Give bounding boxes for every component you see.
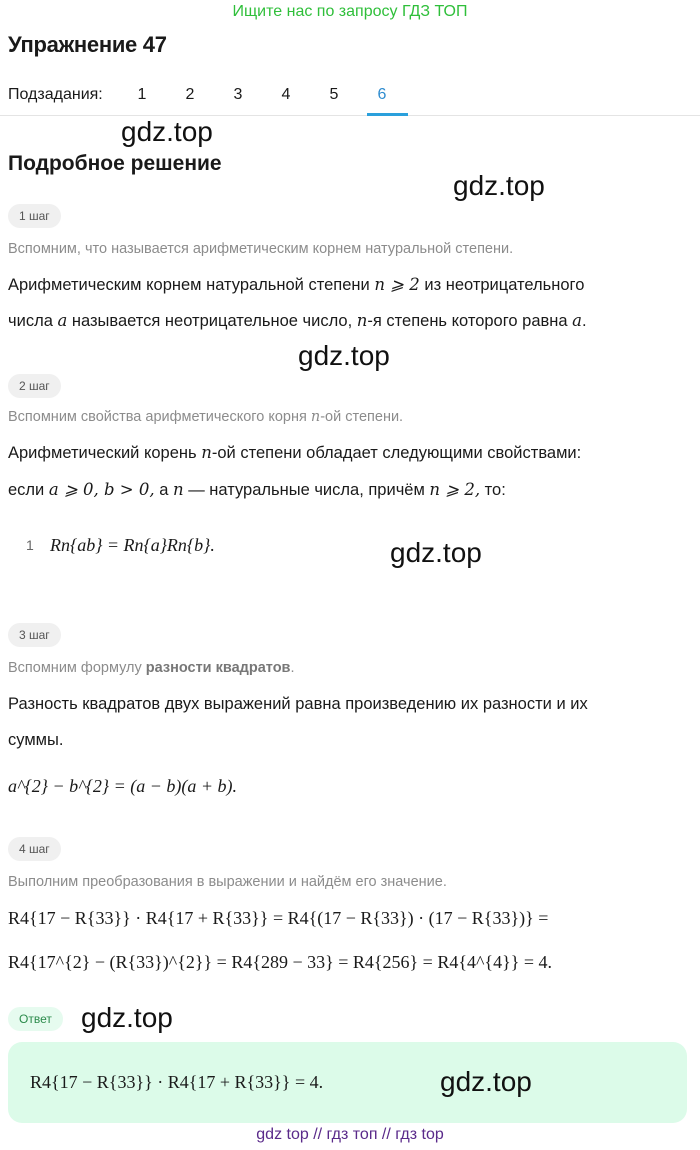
watermark: gdz.top bbox=[81, 1002, 173, 1033]
step-badge: 1 шаг bbox=[8, 204, 61, 228]
tab-1[interactable]: 1 bbox=[137, 86, 147, 103]
step-hint: Вспомним формулу разности квадратов. bbox=[8, 660, 295, 676]
formula: R4{17 − R{33}} · R4{17 + R{33}} = R4{(17 − R{33}) · (17 − R{33})} = bbox=[8, 908, 549, 928]
step-text: Арифметический корень n-ой степени обладает следующими свойствами: bbox=[8, 443, 582, 462]
watermark: gdz.top bbox=[453, 170, 545, 201]
answer-formula: R4{17 − R{33}} · R4{17 + R{33}} = 4. bbox=[30, 1072, 324, 1092]
tabs-divider bbox=[0, 115, 700, 116]
step-text: Разность квадратов двух выражений равна произведению их разности и их bbox=[8, 695, 588, 713]
subtasks-label: Подзадания: bbox=[8, 86, 103, 103]
answer-badge: Ответ bbox=[8, 1007, 63, 1031]
tab-3[interactable]: 3 bbox=[233, 86, 243, 103]
tab-4[interactable]: 4 bbox=[281, 86, 291, 103]
step-text: числа a называется неотрицательное число, n-я степень которого равна a. bbox=[8, 311, 587, 330]
step-text: суммы. bbox=[8, 731, 64, 749]
tab-2[interactable]: 2 bbox=[185, 86, 195, 103]
tab-6[interactable]: 6 bbox=[377, 86, 387, 103]
watermark: gdz.top bbox=[298, 340, 390, 371]
watermark: gdz.top bbox=[440, 1066, 532, 1097]
step-hint: Вспомним, что называется арифметическим корнем натуральной степени. bbox=[8, 241, 514, 257]
page-title: Упражнение 47 bbox=[8, 32, 167, 57]
watermark: gdz.top bbox=[121, 116, 213, 147]
step-hint: Выполним преобразования в выражении и найдём его значение. bbox=[8, 874, 447, 890]
list-number: 1 bbox=[26, 537, 34, 553]
step-badge: 2 шаг bbox=[8, 374, 61, 398]
step-hint: Вспомним свойства арифметического корня n-ой степени. bbox=[8, 409, 404, 425]
footer-links[interactable]: gdz top // гдз топ // гдз top bbox=[256, 1126, 444, 1143]
search-banner[interactable]: Ищите нас по запросу ГДЗ ТОП bbox=[232, 3, 468, 20]
step-text: Арифметическим корнем натуральной степени n ⩾ 2 из неотрицательного bbox=[8, 275, 585, 294]
watermark: gdz.top bbox=[390, 537, 482, 568]
step-text: если a ⩾ 0, b > 0, а n — натуральные числа, причём n ⩾ 2, то: bbox=[8, 480, 506, 499]
active-tab-indicator bbox=[367, 113, 408, 116]
step-badge: 3 шаг bbox=[8, 623, 61, 647]
tab-5[interactable]: 5 bbox=[329, 86, 339, 103]
formula: R4{17^{2} − (R{33})^{2}} = R4{289 − 33} = R4{256} = R4{4^{4}} = 4. bbox=[8, 952, 552, 972]
section-title: Подробное решение bbox=[8, 152, 222, 175]
formula: a^{2} − b^{2} = (a − b)(a + b). bbox=[8, 776, 238, 796]
formula: Rn{ab} = Rn{a}Rn{b}. bbox=[50, 535, 215, 555]
subtasks-tabs bbox=[8, 86, 406, 104]
step-badge: 4 шаг bbox=[8, 837, 61, 861]
